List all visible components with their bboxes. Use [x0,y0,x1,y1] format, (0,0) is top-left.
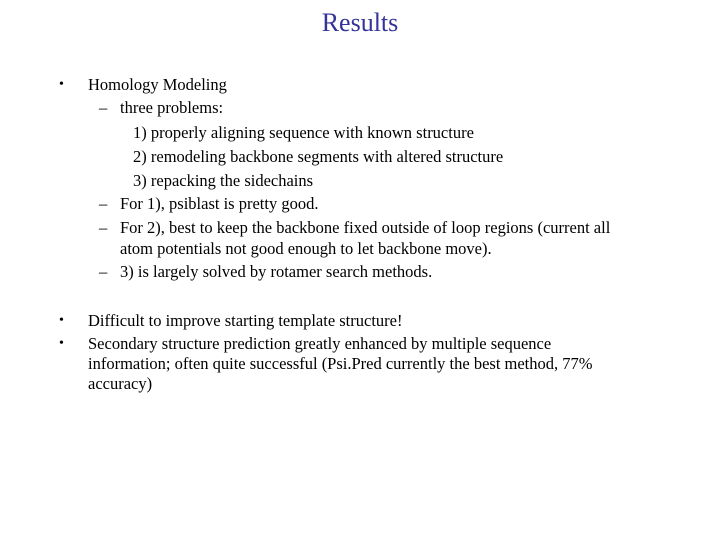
problem-item-2: 2) remodeling backbone segments with altered structure [133,147,504,166]
dash-marker: – [99,194,108,213]
bullet-homology-modeling: Homology Modeling [88,75,227,94]
bullet-marker: • [59,77,64,92]
sub-three-problems: three problems: [120,98,224,117]
problem-item-3: 3) repacking the sidechains [133,171,314,190]
sub-backbone-line-2: atom potentials not good enough to let backbone move). [120,239,492,258]
dash-marker: – [99,262,108,281]
bullet-secondary-line-3: accuracy) [88,374,153,393]
bullet-secondary-line-1: Secondary structure prediction greatly enhanced by multiple sequence [88,334,552,353]
slide-title: Results [321,8,399,37]
sub-rotamer: 3) is largely solved by rotamer search methods. [120,262,433,281]
dash-marker: – [99,218,108,237]
bullet-template-structure: Difficult to improve starting template structure! [88,311,403,330]
sub-backbone-line-1: For 2), best to keep the backbone fixed outside of loop regions (current all [120,218,611,237]
problem-item-1: 1) properly aligning sequence with known structure [133,123,474,142]
sub-psiblast: For 1), psiblast is pretty good. [120,194,319,213]
bullet-marker: • [59,336,64,351]
dash-marker: – [99,98,108,117]
bullet-secondary-line-2: information; often quite successful (Psi.Pred currently the best method, 77% [88,354,593,373]
bullet-marker: • [59,313,64,328]
